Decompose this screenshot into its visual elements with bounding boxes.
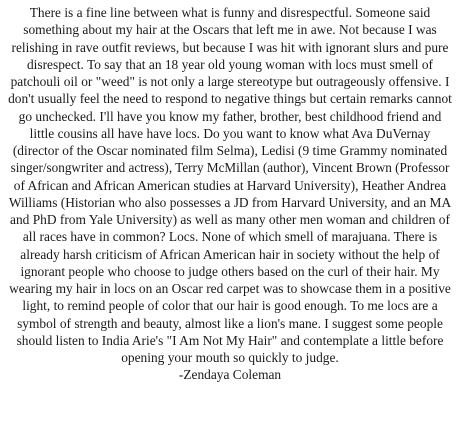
- statement-line: little cousins all have have locs. Do you want to know what Ava DuVernay: [29, 125, 431, 141]
- statement-line: (director of the Oscar nominated film Selma), Ledisi (9 time Grammy nominated: [12, 143, 448, 158]
- statement-line: already harsh criticism of African American hair in society without the help of: [20, 246, 440, 262]
- statement-line: relishing in rave outfit reviews, but because I was hit with ignorant slurs and pure: [11, 39, 449, 55]
- statement-line: patchouli oil or "weed" is not only a large stereotype but outrageously offensive. I: [10, 74, 450, 89]
- statement-line: There is a fine line between what is funny and disrespectful. Someone said: [29, 5, 431, 20]
- statement-line: symbol of strength and beauty, almost like a lion's mane. I suggest some people: [17, 315, 443, 331]
- statement-line: don't usually feel the need to respond to negative things but certain remarks cannot: [8, 91, 452, 107]
- statement-line: of African and African American studies at Harvard University), Heather Andrea: [13, 177, 447, 193]
- statement-line: light, to remind people of color that our hair is good enough. To me locs are a: [22, 298, 438, 314]
- statement-text: [8, 4, 452, 384]
- signature-line: -Zendaya Coleman: [178, 367, 282, 383]
- statement-line: singer/songwriter and actress), Terry McMillan (author), Vincent Brown (Professor: [10, 160, 450, 176]
- statement-line: something about my hair at the Oscars that left me in awe. Not because I was: [23, 22, 437, 38]
- statement-line: go unchecked. I'll have you know my father, brother, best childhood friend and: [18, 108, 442, 124]
- statement-line: disrespect. To say that an 18 year old young woman with locs must smell of: [26, 56, 434, 72]
- statement-line: all races have in common? Locs. None of which smell of marajuana. There is: [22, 229, 438, 245]
- statement-line: ignorant people who choose to judge others based on the curl of their hair. My: [20, 263, 440, 279]
- statement-line: opening your mouth so quickly to judge.: [121, 350, 339, 365]
- statement-line: should listen to India Arie's "I Am Not My Hair" and contemplate a little before: [16, 332, 444, 348]
- statement-line: and PhD from Yale University) as well as many other men woman and children of: [10, 212, 450, 227]
- statement-line: wearing my hair in locs on an Oscar red carpet was to showcase them in a positive: [9, 281, 451, 296]
- statement-line: Williams (Historian who also possesses a JD from Harvard University, and an MA: [8, 194, 452, 210]
